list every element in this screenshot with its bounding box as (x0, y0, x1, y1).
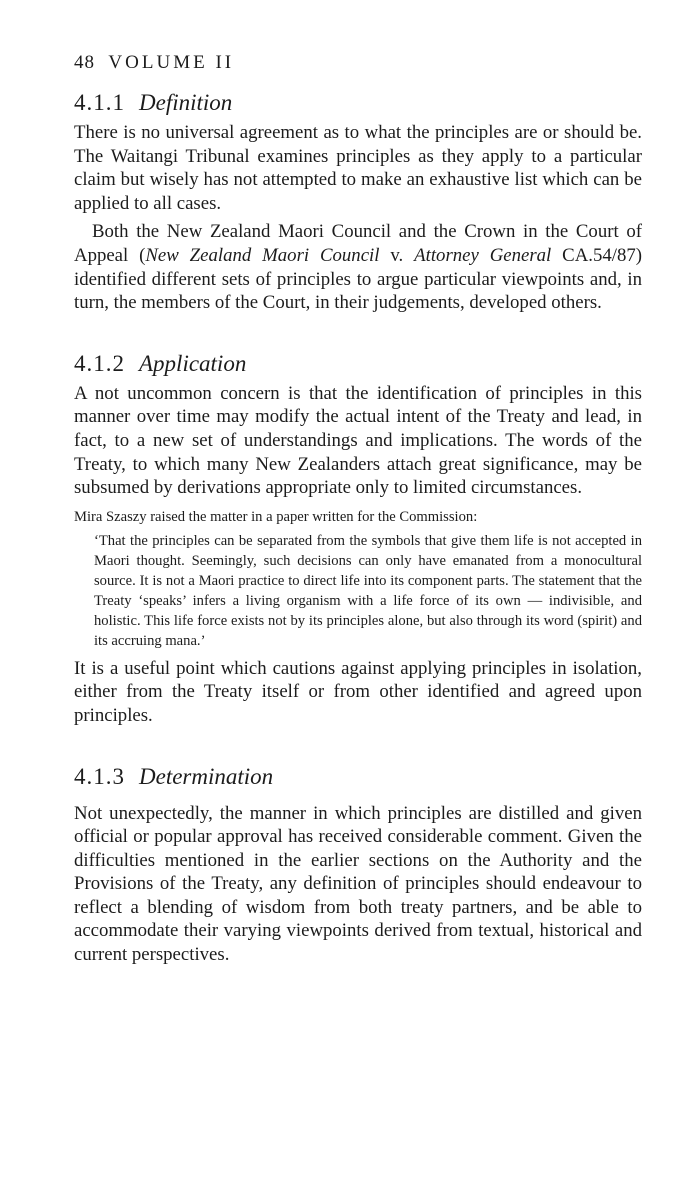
section-heading (74, 88, 642, 118)
paragraph: A not uncommon concern is that the identification of principles in this manner over time may modify the actual intent of the Treaty and lead, in fact, to a new set of understandings and implications. The words of the Treaty, to which many New Zealanders attach great significance, may be subsumed by derivations appropriate only to limited circumstances. (74, 382, 642, 499)
case-name-italic: New Zealand Maori Council (145, 244, 380, 266)
text-span: v. (379, 244, 415, 266)
section-title: Application (139, 350, 247, 376)
section-number: 4.1.2 (74, 350, 125, 376)
section-definition (74, 88, 642, 315)
section-title: Determination (139, 763, 274, 789)
paragraph-court-of-appeal (74, 220, 642, 314)
case-party-italic: Attorney General (414, 244, 552, 266)
section-title: Definition (139, 90, 233, 115)
quote-intro: Mira Szaszy raised the matter in a paper written for the Commission: (74, 508, 478, 525)
section-number: 4.1.1 (74, 90, 125, 115)
paragraph: Not unexpectedly, the manner in which principles are distilled and given official or popular approval has received considerable comment. Given the difficulties mentioned in the earlier sections on the Authority and the Provisions of the Treaty, any definition of principles should endeavour to reflect a blending of wisdom from both treaty partners, and be able to accommodate their varying viewpoints derived from textual, historical and current perspectives. (74, 802, 642, 966)
paragraph-closing: It is a useful point which cautions against applying principles in isolation, either from the Treaty itself or from other identified and agreed upon principles. (74, 657, 642, 726)
volume-label: VOLUME II (108, 52, 235, 73)
section-determination (74, 762, 642, 967)
document-page (74, 50, 642, 967)
section-application (74, 349, 642, 728)
running-head (74, 50, 642, 76)
text-span: Both the New Zealand Maori Council and the Crown in the Court of Appeal ( (74, 221, 642, 266)
section-heading (74, 762, 642, 792)
paragraph: There is no universal agreement as to what the principles are or should be. The Waitangi Tribunal examines principles as they apply to a particular claim but wisely has not attempted to make an exhaustive list which can be applied to all cases. (74, 122, 642, 214)
section-number: 4.1.3 (74, 763, 125, 789)
block-quote: ‘That the principles can be separated from the symbols that give them life is not accepted in Maori thought. Seemingly, such decisions can only have emanated from a monocultural source. It is not a Maori practice to direct life into its component parts. The statement that the Treaty ‘speaks’ infers a living organism with a life force of its own — indivisible, and holistic. This life force exists not by its principles alone, but also through its word (spirit) and its accruing mana.’ (94, 532, 642, 649)
page-number: 48 (74, 52, 95, 73)
section-heading (74, 349, 642, 379)
text-span: CA.54/87) identified different sets of principles to argue particular viewpoints and, in turn, the members of the Court, in their judgements, developed others. (74, 244, 642, 314)
